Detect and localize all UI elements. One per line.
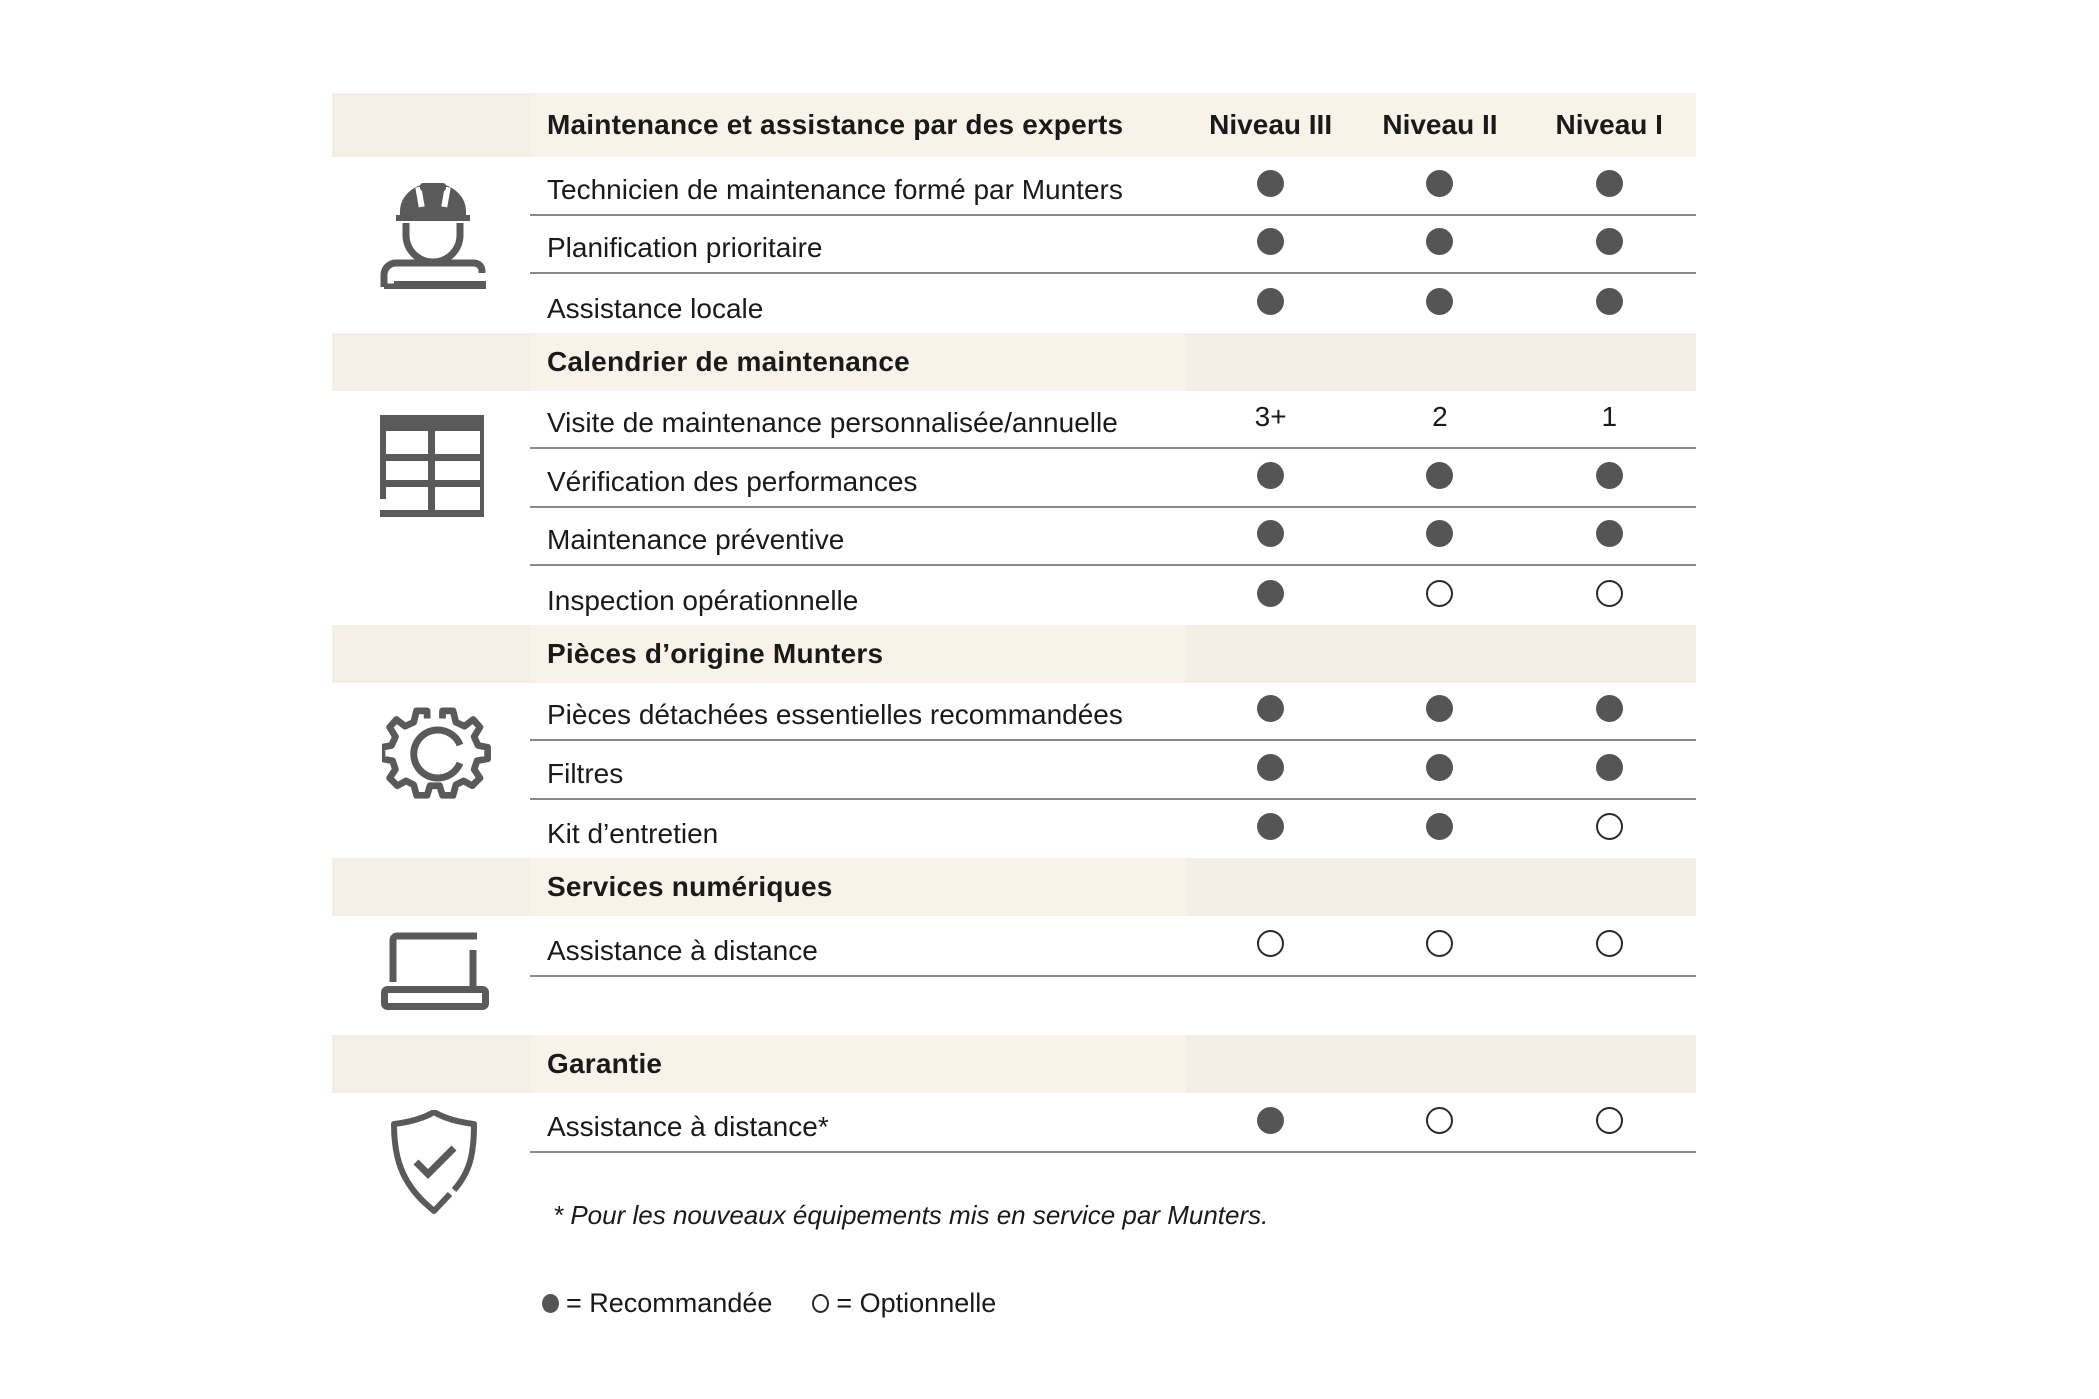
optional-circle-icon [1426,580,1453,607]
table-row [530,274,1696,333]
calendar-grid-icon [380,415,484,517]
recommended-dot-icon [1426,170,1453,197]
row-label: Vérification des performances [547,465,918,497]
row-label: Assistance locale [547,292,764,324]
table-row [530,566,1696,625]
row-label: Inspection opérationnelle [547,584,859,616]
table-row [530,683,1696,742]
optional-circle-icon [1426,930,1453,957]
section-title: Garantie [530,1035,1186,1093]
row-label: Assistance à distance [547,935,818,966]
recommended-dot-icon [1596,695,1623,722]
row-label: Filtres [547,757,624,789]
header-levels [1186,93,1696,157]
optional-circle-icon [1257,930,1284,957]
recommended-dot-icon [1596,228,1623,255]
section-calendrier [332,391,1696,625]
legend-optional-label: = Optionnelle [836,1288,997,1318]
optional-circle-icon [1596,1107,1623,1134]
section-garantie [332,1093,1696,1153]
table-row [530,391,1696,450]
row-label: Technicien de maintenance formé par Munters [547,173,1123,205]
recommended-dot-icon [1426,695,1453,722]
legend-recommended-label: = Recommandée [566,1288,773,1318]
section-experts [332,157,1696,333]
gear-icon [382,699,492,811]
section-pieces [332,683,1696,859]
row-label: Planification prioritaire [547,232,823,263]
row-label: Kit d’entretien [547,818,719,849]
section-title: Pièces d’origine Munters [530,625,1186,683]
table-row [530,508,1696,567]
recommended-dot-icon [1596,462,1623,489]
recommended-dot-icon [1257,520,1284,547]
table-row [530,216,1696,275]
worker-helmet-icon [380,183,486,289]
header-title: Maintenance et assistance par des experts [530,93,1186,157]
recommended-dot-icon [1596,288,1623,315]
level-header-2: Niveau II [1382,109,1498,140]
visit-count: 1 [1601,400,1618,432]
footnote: * Pour les nouveaux équipements mis en service par Munters. [553,1200,1269,1230]
recommended-dot-icon [1426,813,1453,840]
recommended-dot-icon [1257,580,1284,607]
optional-circle-icon [812,1294,829,1313]
optional-circle-icon [1596,930,1623,957]
row-label: Pièces détachées essentielles recommandées [547,699,1123,730]
legend-optional [812,1288,996,1319]
header-icon-cell [332,93,530,157]
row-label: Assistance à distance* [547,1111,829,1142]
recommended-dot-icon [1257,695,1284,722]
recommended-dot-icon [1596,520,1623,547]
table-header [332,93,1696,157]
legend [542,1288,1036,1319]
laptop-icon [381,932,489,1010]
row-label: Visite de maintenance personnalisée/annuelle [547,407,1118,438]
table-row [530,800,1696,859]
section-services [332,916,1696,1035]
level-header-3: Niveau III [1209,109,1333,140]
service-levels-table [332,93,1696,1153]
optional-circle-icon [1426,1107,1453,1134]
section-title: Calendrier de maintenance [530,333,1186,391]
visit-count: 2 [1432,400,1448,432]
table-row [530,916,1696,977]
recommended-dot-icon [1257,170,1284,197]
legend-recommended [542,1288,772,1319]
section-header-calendrier [332,333,1696,391]
recommended-dot-icon [1596,754,1623,781]
recommended-dot-icon [1426,228,1453,255]
recommended-dot-icon [542,1294,559,1313]
visit-count: 3+ [1254,400,1287,432]
section-title: Services numériques [530,858,1186,916]
recommended-dot-icon [1257,288,1284,315]
recommended-dot-icon [1257,754,1284,781]
row-label: Maintenance préventive [547,524,845,555]
recommended-dot-icon [1257,462,1284,489]
recommended-dot-icon [1426,462,1453,489]
optional-circle-icon [1596,813,1623,840]
shield-check-icon [390,1110,478,1216]
recommended-dot-icon [1596,170,1623,197]
table-row [530,1093,1696,1153]
optional-circle-icon [1596,580,1623,607]
table-row [530,449,1696,508]
recommended-dot-icon [1426,754,1453,781]
recommended-dot-icon [1426,520,1453,547]
section-header-services [332,858,1696,916]
recommended-dot-icon [1257,1107,1284,1134]
level-header-1: Niveau I [1555,109,1663,140]
table-row [530,157,1696,216]
table-row [530,741,1696,800]
section-header-garantie [332,1035,1696,1093]
recommended-dot-icon [1257,228,1284,255]
recommended-dot-icon [1257,813,1284,840]
section-header-pieces [332,625,1696,683]
recommended-dot-icon [1426,288,1453,315]
